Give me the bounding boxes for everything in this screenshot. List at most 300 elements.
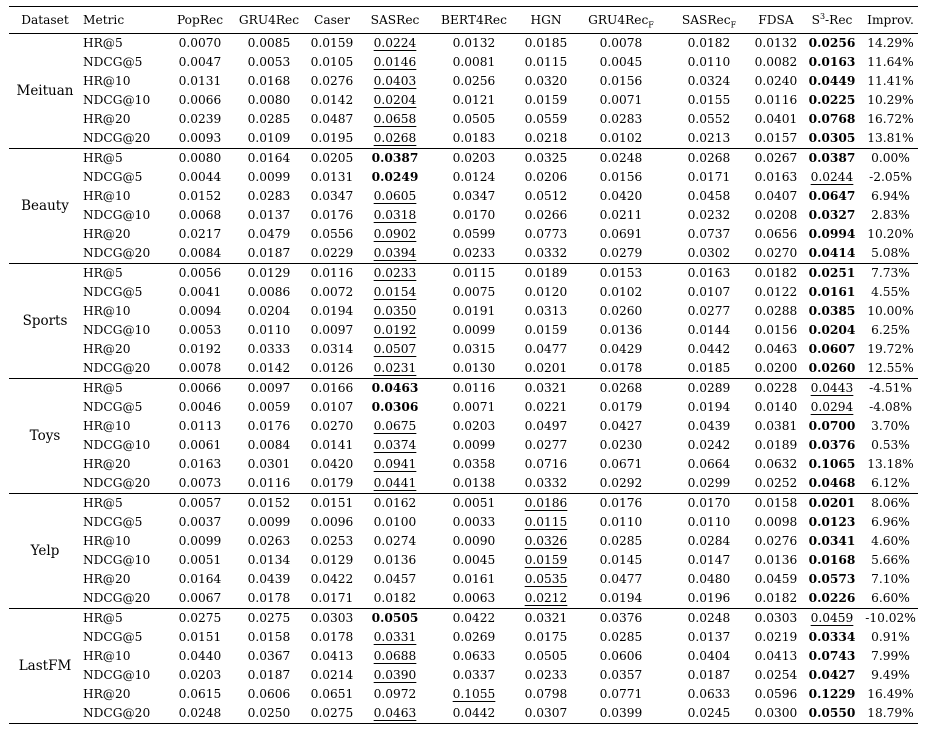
- improvement-cell: 6.25%: [871, 323, 910, 337]
- metric-label: HR@10: [83, 304, 131, 318]
- value-cell: 0.0161: [808, 285, 856, 299]
- value-cell: 0.0147: [687, 553, 731, 567]
- value-cell: 0.0303: [310, 611, 354, 625]
- value-cell: 0.0204: [247, 304, 291, 318]
- value-cell: 0.0773: [524, 227, 568, 241]
- value-cell: 0.0136: [754, 553, 798, 567]
- improvement-cell: 6.60%: [863, 589, 918, 609]
- value-cell: 0.0164: [178, 572, 222, 586]
- value-cell: 0.0376: [808, 438, 856, 452]
- value-cell: 0.0045: [599, 55, 643, 69]
- value-cell: 0.0086: [247, 285, 291, 299]
- value-cell: 0.0217: [178, 227, 222, 241]
- value-cell: 0.0768: [808, 112, 856, 126]
- value-cell: 0.0183: [431, 129, 517, 149]
- value-cell: 0.0072: [310, 285, 354, 299]
- value-cell: 0.0142: [233, 359, 305, 379]
- value-cell: 0.0250: [233, 704, 305, 724]
- value-cell: 0.0332: [517, 474, 575, 494]
- value-cell: 0.0596: [754, 687, 798, 701]
- value-cell: 0.0422: [310, 572, 354, 586]
- value-cell: 0.0073: [167, 474, 233, 494]
- value-cell: 0.0116: [310, 266, 354, 280]
- value-cell: 0.0737: [687, 227, 731, 241]
- value-cell: 0.0099: [247, 515, 291, 529]
- value-cell: 0.0606: [247, 687, 291, 701]
- value-cell: 0.0063: [431, 589, 517, 609]
- value-cell: 0.0085: [247, 36, 291, 50]
- value-cell: 0.0214: [310, 668, 354, 682]
- value-cell: 0.0303: [754, 611, 798, 625]
- value-cell: 0.0068: [178, 208, 222, 222]
- value-cell: 0.0688: [373, 649, 417, 663]
- value-cell: 0.0331: [373, 630, 417, 644]
- value-cell: 0.0145: [599, 553, 643, 567]
- metric-label: NDCG@20: [81, 129, 167, 149]
- value-cell: 0.0156: [599, 170, 643, 184]
- value-cell: 0.0219: [754, 630, 798, 644]
- value-cell: 0.0477: [599, 572, 643, 586]
- improvement-cell: 10.00%: [867, 304, 914, 318]
- value-cell: 0.0187: [233, 244, 305, 264]
- value-cell: 0.0300: [751, 704, 801, 724]
- value-cell: 0.0232: [687, 208, 731, 222]
- value-cell: 0.0439: [687, 419, 731, 433]
- value-cell: 0.0385: [808, 304, 856, 318]
- value-cell: 0.0606: [599, 649, 643, 663]
- dataset-label: Toys: [9, 379, 81, 494]
- value-cell: 0.0249: [371, 170, 419, 184]
- value-cell: 0.0107: [687, 285, 731, 299]
- value-cell: 0.0093: [167, 129, 233, 149]
- header-method-1: GRU4Rec: [233, 7, 305, 34]
- value-cell: 0.0633: [452, 649, 496, 663]
- value-cell: 0.0115: [452, 266, 496, 280]
- value-cell: 0.0107: [310, 400, 354, 414]
- value-cell: 0.0140: [754, 400, 798, 414]
- value-cell: 0.0321: [524, 381, 568, 395]
- results-table-body: [9, 34, 918, 724]
- dataset-label: LastFM: [9, 609, 81, 724]
- improvement-cell: 2.83%: [871, 208, 910, 222]
- value-cell: 0.0505: [524, 649, 568, 663]
- value-cell: 0.0066: [178, 93, 222, 107]
- value-cell: 0.0326: [524, 534, 568, 548]
- table-row: [9, 244, 918, 264]
- value-cell: 0.0656: [754, 227, 798, 241]
- value-cell: 0.0166: [310, 381, 354, 395]
- value-cell: 0.0941: [373, 457, 417, 471]
- metric-label: NDCG@10: [83, 553, 151, 567]
- value-cell: 0.0413: [754, 649, 798, 663]
- value-cell: 0.0186: [524, 496, 568, 510]
- value-cell: 0.0256: [808, 36, 856, 50]
- metric-label: HR@5: [83, 611, 123, 625]
- metric-label: NDCG@5: [83, 170, 143, 184]
- value-cell: 0.0267: [754, 151, 798, 165]
- value-cell: 0.0122: [754, 285, 798, 299]
- dataset-label: Yelp: [9, 494, 81, 609]
- value-cell: 0.0105: [310, 55, 354, 69]
- value-cell: 0.0056: [178, 266, 222, 280]
- value-cell: 0.0192: [178, 342, 222, 356]
- value-cell: 0.0231: [359, 359, 431, 379]
- improvement-cell: 0.53%: [871, 438, 910, 452]
- value-cell: 0.0407: [754, 189, 798, 203]
- value-cell: 0.0228: [754, 381, 798, 395]
- improvement-cell: 11.64%: [867, 55, 914, 69]
- value-cell: 0.0233: [431, 244, 517, 264]
- metric-label: HR@5: [83, 381, 123, 395]
- value-cell: 0.0658: [373, 112, 417, 126]
- improvement-cell: 4.60%: [871, 534, 910, 548]
- table-row: [9, 187, 918, 206]
- value-cell: 0.0226: [801, 589, 863, 609]
- value-cell: 0.0333: [247, 342, 291, 356]
- improvement-cell: -4.08%: [869, 400, 912, 414]
- value-cell: 0.0102: [575, 129, 667, 149]
- metric-label: HR@20: [83, 227, 131, 241]
- value-cell: 0.0270: [751, 244, 801, 264]
- value-cell: 0.0110: [599, 515, 643, 529]
- metric-label: NDCG@5: [83, 285, 143, 299]
- value-cell: 0.0224: [373, 36, 417, 50]
- value-cell: 0.0071: [452, 400, 496, 414]
- table-row: [9, 168, 918, 187]
- value-cell: 0.0305: [801, 129, 863, 149]
- metric-label: HR@20: [83, 572, 131, 586]
- value-cell: 0.0394: [359, 244, 431, 264]
- improvement-cell: 9.49%: [871, 668, 910, 682]
- value-cell: 0.0168: [808, 553, 856, 567]
- dataset-label: Meituan: [9, 34, 81, 149]
- value-cell: 0.0664: [687, 457, 731, 471]
- value-cell: 0.0033: [452, 515, 496, 529]
- metric-label: NDCG@5: [83, 400, 143, 414]
- value-cell: 0.0276: [754, 534, 798, 548]
- improvement-cell: 6.96%: [871, 515, 910, 529]
- value-cell: 0.0176: [310, 208, 354, 222]
- value-cell: 0.0130: [431, 359, 517, 379]
- value-cell: 0.0080: [178, 151, 222, 165]
- value-cell: 0.0422: [452, 611, 496, 625]
- table-row: [9, 379, 918, 399]
- value-cell: 0.0294: [810, 400, 854, 414]
- improvement-cell: 13.81%: [863, 129, 918, 149]
- metric-label: HR@20: [83, 112, 131, 126]
- table-row: [9, 302, 918, 321]
- value-cell: 0.0178: [575, 359, 667, 379]
- value-cell: 0.0743: [808, 649, 856, 663]
- value-cell: 0.0399: [575, 704, 667, 724]
- value-cell: 0.0153: [599, 266, 643, 280]
- value-cell: 0.0170: [687, 496, 731, 510]
- value-cell: 0.0283: [599, 112, 643, 126]
- value-cell: 0.0225: [808, 93, 856, 107]
- value-cell: 0.0116: [233, 474, 305, 494]
- metric-label: HR@20: [83, 687, 131, 701]
- metric-label: NDCG@5: [83, 630, 143, 644]
- value-cell: 0.0443: [810, 381, 854, 395]
- value-cell: 0.0080: [247, 93, 291, 107]
- value-cell: 0.0164: [247, 151, 291, 165]
- value-cell: 0.0314: [310, 342, 354, 356]
- value-cell: 0.0196: [667, 589, 751, 609]
- value-cell: 0.0047: [178, 55, 222, 69]
- table-row: [9, 340, 918, 359]
- value-cell: 0.0439: [247, 572, 291, 586]
- value-cell: 0.0144: [687, 323, 731, 337]
- value-cell: 0.0059: [247, 400, 291, 414]
- metric-label: NDCG@20: [81, 589, 167, 609]
- metric-label: HR@10: [83, 189, 131, 203]
- value-cell: 0.0176: [599, 496, 643, 510]
- table-row: [9, 494, 918, 514]
- table-row: [9, 647, 918, 666]
- value-cell: 0.0208: [754, 208, 798, 222]
- value-cell: 0.0156: [754, 323, 798, 337]
- value-cell: 0.0248: [167, 704, 233, 724]
- value-cell: 0.0099: [178, 534, 222, 548]
- value-cell: 0.0315: [452, 342, 496, 356]
- value-cell: 0.0121: [452, 93, 496, 107]
- value-cell: 0.0605: [373, 189, 417, 203]
- value-cell: 0.0357: [599, 668, 643, 682]
- value-cell: 0.0556: [310, 227, 354, 241]
- results-table-container: [9, 6, 918, 724]
- value-cell: 0.0163: [687, 266, 731, 280]
- value-cell: 0.0094: [178, 304, 222, 318]
- value-cell: 0.0176: [247, 419, 291, 433]
- value-cell: 0.0463: [371, 381, 419, 395]
- value-cell: 0.0266: [524, 208, 568, 222]
- value-cell: 0.0129: [247, 266, 291, 280]
- value-cell: 0.0230: [599, 438, 643, 452]
- value-cell: 0.0420: [310, 457, 354, 471]
- value-cell: 0.0318: [373, 208, 417, 222]
- metric-label: NDCG@10: [83, 323, 151, 337]
- metric-label: HR@5: [83, 151, 123, 165]
- value-cell: 0.0559: [524, 112, 568, 126]
- table-row: [9, 149, 918, 169]
- value-cell: 0.0204: [808, 323, 856, 337]
- value-cell: 0.0458: [687, 189, 731, 203]
- value-cell: 0.0187: [687, 668, 731, 682]
- value-cell: 0.0045: [452, 553, 496, 567]
- value-cell: 0.0607: [808, 342, 856, 356]
- value-cell: 0.0037: [178, 515, 222, 529]
- improvement-cell: 16.49%: [867, 687, 914, 701]
- value-cell: 0.0137: [687, 630, 731, 644]
- value-cell: 0.0420: [599, 189, 643, 203]
- value-cell: 0.0552: [687, 112, 731, 126]
- value-cell: 0.0632: [754, 457, 798, 471]
- value-cell: 0.1055: [452, 687, 496, 701]
- metric-label: HR@5: [83, 36, 123, 50]
- table-row: [9, 551, 918, 570]
- value-cell: 0.0182: [359, 589, 431, 609]
- dataset-label: Beauty: [9, 149, 81, 264]
- improvement-cell: -2.05%: [869, 170, 912, 184]
- value-cell: 0.0132: [452, 36, 496, 50]
- value-cell: 0.0146: [373, 55, 417, 69]
- value-cell: 0.0123: [808, 515, 856, 529]
- value-cell: 0.0427: [599, 419, 643, 433]
- value-cell: 0.0457: [373, 572, 417, 586]
- value-cell: 0.0159: [310, 36, 354, 50]
- value-cell: 0.0313: [524, 304, 568, 318]
- value-cell: 0.0480: [687, 572, 731, 586]
- value-cell: 0.0347: [452, 189, 496, 203]
- value-cell: 0.0110: [687, 55, 731, 69]
- table-row: [9, 264, 918, 284]
- value-cell: 0.0387: [371, 151, 419, 165]
- value-cell: 0.0367: [247, 649, 291, 663]
- table-row: [9, 570, 918, 589]
- value-cell: 0.0254: [754, 668, 798, 682]
- value-cell: 0.0057: [178, 496, 222, 510]
- value-cell: 0.0203: [452, 419, 496, 433]
- value-cell: 0.0212: [517, 589, 575, 609]
- value-cell: 0.0274: [373, 534, 417, 548]
- value-cell: 0.0270: [310, 419, 354, 433]
- value-cell: 0.0269: [452, 630, 496, 644]
- table-row: [9, 666, 918, 685]
- value-cell: 0.0507: [373, 342, 417, 356]
- value-cell: 0.0159: [524, 553, 568, 567]
- value-cell: 0.0218: [517, 129, 575, 149]
- value-cell: 0.0302: [667, 244, 751, 264]
- value-cell: 0.0279: [575, 244, 667, 264]
- results-table: [9, 6, 918, 724]
- table-row: [9, 532, 918, 551]
- improvement-cell: 7.10%: [871, 572, 910, 586]
- value-cell: 0.0151: [178, 630, 222, 644]
- value-cell: 0.0203: [452, 151, 496, 165]
- value-cell: 0.0182: [754, 266, 798, 280]
- metric-label: HR@10: [83, 419, 131, 433]
- table-row: [9, 72, 918, 91]
- value-cell: 0.0633: [687, 687, 731, 701]
- value-cell: 0.1065: [808, 457, 856, 471]
- improvement-cell: 14.29%: [867, 36, 914, 50]
- value-cell: 0.0138: [431, 474, 517, 494]
- value-cell: 0.0151: [310, 496, 354, 510]
- value-cell: 0.0158: [247, 630, 291, 644]
- value-cell: 0.0078: [599, 36, 643, 50]
- improvement-cell: 0.00%: [871, 151, 910, 165]
- value-cell: 0.0275: [178, 611, 222, 625]
- value-cell: 0.0283: [247, 189, 291, 203]
- value-cell: 0.0716: [524, 457, 568, 471]
- value-cell: 0.0113: [178, 419, 222, 433]
- value-cell: 0.0268: [599, 381, 643, 395]
- value-cell: 0.0285: [247, 112, 291, 126]
- value-cell: 0.0201: [808, 496, 856, 510]
- value-cell: 0.0449: [808, 74, 856, 88]
- value-cell: 0.0075: [452, 285, 496, 299]
- value-cell: 0.0163: [808, 55, 856, 69]
- value-cell: 0.0152: [178, 189, 222, 203]
- value-cell: 0.0337: [452, 668, 496, 682]
- metric-label: NDCG@20: [81, 244, 167, 264]
- value-cell: 0.0442: [431, 704, 517, 724]
- value-cell: 0.0053: [178, 323, 222, 337]
- value-cell: 0.0427: [808, 668, 856, 682]
- table-row: [9, 589, 918, 609]
- value-cell: 0.0413: [310, 649, 354, 663]
- value-cell: 0.0972: [373, 687, 417, 701]
- value-cell: 0.0156: [599, 74, 643, 88]
- improvement-cell: 3.70%: [871, 419, 910, 433]
- value-cell: 0.0081: [452, 55, 496, 69]
- value-cell: 0.0994: [808, 227, 856, 241]
- value-cell: 0.0307: [517, 704, 575, 724]
- metric-label: NDCG@20: [81, 359, 167, 379]
- value-cell: 0.0347: [310, 189, 354, 203]
- value-cell: 0.0459: [810, 611, 854, 625]
- table-row: [9, 225, 918, 244]
- value-cell: 0.0116: [754, 93, 798, 107]
- value-cell: 0.0463: [359, 704, 431, 724]
- value-cell: 0.0051: [178, 553, 222, 567]
- value-cell: 0.0203: [178, 668, 222, 682]
- header-metric: Metric: [81, 7, 167, 34]
- value-cell: 0.0301: [247, 457, 291, 471]
- improvement-cell: 5.08%: [863, 244, 918, 264]
- value-cell: 0.0194: [687, 400, 731, 414]
- value-cell: 0.0902: [373, 227, 417, 241]
- value-cell: 0.0771: [599, 687, 643, 701]
- value-cell: 0.0159: [524, 93, 568, 107]
- value-cell: 0.0155: [687, 93, 731, 107]
- table-row: [9, 321, 918, 340]
- value-cell: 0.0201: [517, 359, 575, 379]
- value-cell: 0.0187: [247, 668, 291, 682]
- value-cell: 0.1229: [808, 687, 856, 701]
- value-cell: 0.0185: [524, 36, 568, 50]
- value-cell: 0.0440: [178, 649, 222, 663]
- value-cell: 0.0078: [167, 359, 233, 379]
- value-cell: 0.0429: [599, 342, 643, 356]
- value-cell: 0.0161: [452, 572, 496, 586]
- improvement-cell: 6.12%: [863, 474, 918, 494]
- value-cell: 0.0479: [247, 227, 291, 241]
- improvement-cell: 11.41%: [867, 74, 914, 88]
- metric-label: HR@20: [83, 342, 131, 356]
- value-cell: 0.0131: [310, 170, 354, 184]
- value-cell: 0.0268: [359, 129, 431, 149]
- value-cell: 0.0414: [801, 244, 863, 264]
- value-cell: 0.0066: [178, 381, 222, 395]
- value-cell: 0.0098: [754, 515, 798, 529]
- value-cell: 0.0116: [452, 381, 496, 395]
- table-row: [9, 455, 918, 474]
- value-cell: 0.0115: [524, 55, 568, 69]
- header-dataset: Dataset: [9, 7, 81, 34]
- value-cell: 0.0284: [687, 534, 731, 548]
- value-cell: 0.0374: [373, 438, 417, 452]
- value-cell: 0.0152: [247, 496, 291, 510]
- value-cell: 0.0248: [599, 151, 643, 165]
- improvement-cell: -4.51%: [869, 381, 912, 395]
- value-cell: 0.0191: [452, 304, 496, 318]
- value-cell: 0.0442: [687, 342, 731, 356]
- value-cell: 0.0185: [667, 359, 751, 379]
- dataset-label: Sports: [9, 264, 81, 379]
- value-cell: 0.0154: [373, 285, 417, 299]
- value-cell: 0.0288: [754, 304, 798, 318]
